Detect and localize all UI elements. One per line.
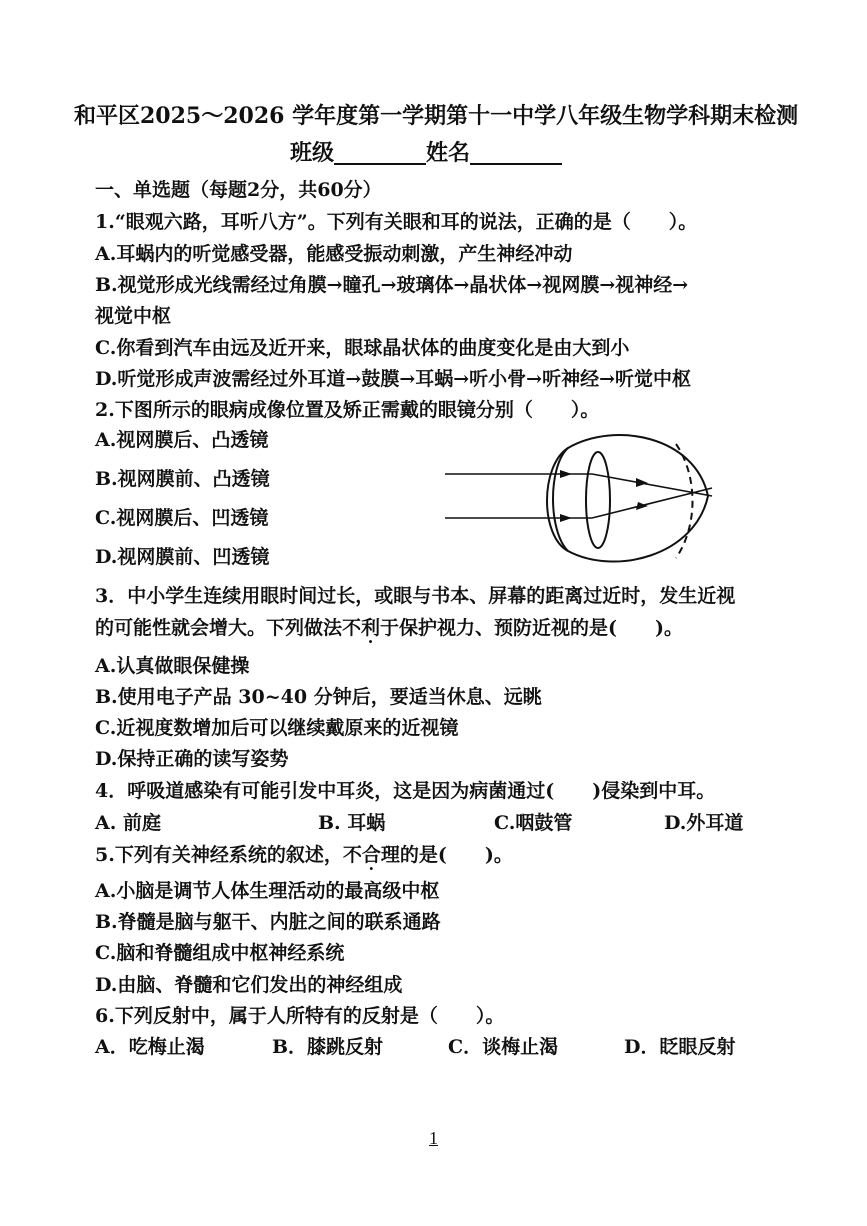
q2-option-b: B.视网膜前、凸透镜 <box>95 468 270 490</box>
q3-stem-line1: 3．中小学生连续用眼时间过长，或眼与书本、屏幕的距离过近时，发生近视 <box>95 585 736 607</box>
page-number: 1 <box>429 1128 438 1148</box>
q5-stem-pre: 5.下列有关神经系统的叙述， <box>95 844 343 866</box>
q5-option-c: C.脑和脊髓组成中枢神经系统 <box>95 942 345 964</box>
class-blank[interactable] <box>334 143 426 165</box>
q3-option-a: A.认真做眼保健操 <box>95 655 250 677</box>
q5-option-a: A.小脑是调节人体生理活动的最高级中枢 <box>95 880 440 902</box>
q5-option-d: D.由脑、脊髓和它们发出的神经组成 <box>95 974 403 996</box>
class-label: 班级 <box>290 140 335 166</box>
q1-option-a: A.耳蜗内的听觉感受器，能感受振动刺激，产生神经冲动 <box>95 243 573 265</box>
q4-option-d: D.外耳道 <box>664 812 744 834</box>
q1-option-d: D.听觉形成声波需经过外耳道→鼓膜→耳蜗→听小骨→听神经→听觉中枢 <box>95 368 692 390</box>
q1-stem: 1.“眼观六路，耳听八方”。下列有关眼和耳的说法，正确的是（ ）。 <box>95 211 698 233</box>
q1-option-c: C.你看到汽车由远及近开来，眼球晶状体的曲度变化是由大到小 <box>95 337 630 359</box>
exam-title: 和平区2025～2026 学年度第一学期第十一中学八年级生物学科期末检测 <box>74 103 799 129</box>
q5-emphasis: 不合理 <box>342 844 400 866</box>
name-blank[interactable] <box>470 143 562 165</box>
q6-option-d: D．眨眼反射 <box>624 1036 736 1058</box>
q3-emphasis: 不利于 <box>342 617 400 639</box>
q5-option-b: B.脊髓是脑与躯干、内脏之间的联系通路 <box>95 911 441 933</box>
q3-option-d: D.保持正确的读写姿势 <box>95 748 289 770</box>
q1-option-b: B.视觉形成光线需经过角膜→瞳孔→玻璃体→晶状体→视网膜→视神经→ <box>95 274 689 296</box>
q6-option-b: B．膝跳反射 <box>272 1036 384 1058</box>
q1-option-b-cont: 视觉中枢 <box>95 305 172 327</box>
name-label: 姓名 <box>426 140 471 166</box>
eye-diagram <box>440 426 715 576</box>
q2-option-a: A.视网膜后、凸透镜 <box>95 429 269 451</box>
q4-stem: 4．呼吸道感染有可能引发中耳炎，这是因为病菌通过( )侵染到中耳。 <box>95 780 716 802</box>
q5-stem-post: 的是( )。 <box>399 844 513 866</box>
q2-option-d: D.视网膜前、凹透镜 <box>95 546 270 568</box>
q3-option-c: C.近视度数增加后可以继续戴原来的近视镜 <box>95 717 459 739</box>
q6-option-a: A．吃梅止渴 <box>95 1036 205 1058</box>
lens <box>586 452 610 548</box>
class-name-line <box>290 141 562 165</box>
q2-option-c: C.视网膜后、凹透镜 <box>95 507 269 529</box>
q4-option-b: B. 耳蜗 <box>318 812 386 834</box>
q3-stem-post: 保护视力、预防近视的是( )。 <box>399 617 684 639</box>
q5-stem <box>95 843 513 867</box>
q6-stem: 6.下列反射中，属于人所特有的反射是（ ）。 <box>95 1005 505 1027</box>
q6-option-c: C．谈梅止渴 <box>448 1036 559 1058</box>
q4-option-a: A. 前庭 <box>95 812 161 834</box>
q2-stem: 2.下图所示的眼病成像位置及矫正需戴的眼镜分别（ ）。 <box>95 399 600 421</box>
q3-stem-pre: 的可能性就会增大。下列做法 <box>95 617 343 639</box>
q3-option-b: B.使用电子产品 30~40 分钟后，要适当休息、远眺 <box>95 686 542 708</box>
q3-stem-line2 <box>95 616 683 640</box>
q4-option-c: C.咽鼓管 <box>494 812 573 834</box>
section-heading: 一、单选题（每题2分，共60分） <box>95 179 382 201</box>
